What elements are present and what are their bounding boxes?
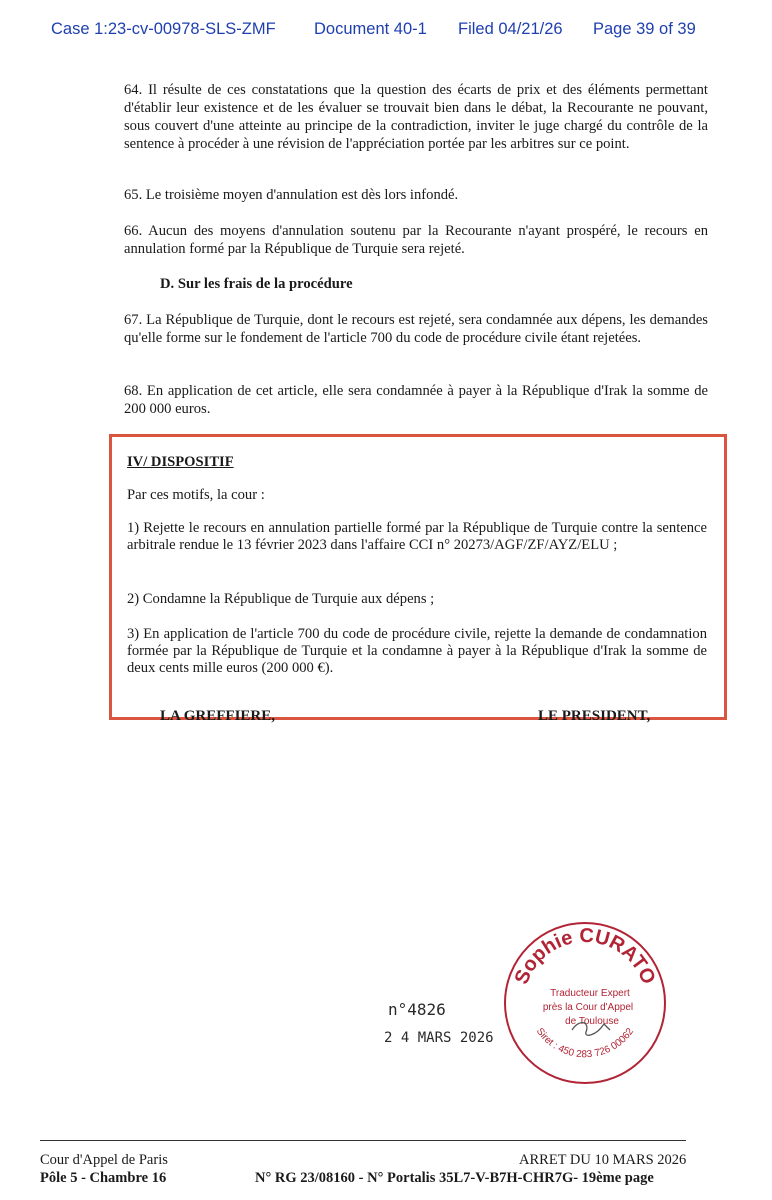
footer-divider [40, 1140, 686, 1141]
dispositif-item-1: 1) Rejette le recours en annulation partielle formé par la République de Turquie contre la sentence arbitrale rendue le 13 février 2023 dans l'affaire CCI n° 20273/AGF/ZF/AYZ/ELU ; [127, 520, 707, 553]
translator-stamp [500, 918, 670, 1088]
dispositif-item-3: 3) En application de l'article 700 du code de procédure civile, rejette la demande de condamnation formée par la République de Turquie et la condamne à payer à la République d'Irak la somme de deux cents mille euros (200 000 €). [127, 626, 707, 676]
paragraph-67: 67. La République de Turquie, dont le recours est rejeté, sera condamnée aux dépens, les demandes qu'elle forme sur le fondement de l'article 700 du code de procédure civile étant rejetées. [124, 312, 708, 346]
stamp-name: Sophie CURATO [510, 924, 660, 988]
stamp-line-1: Traducteur Expert [550, 988, 630, 999]
dispositif-title: IV/ DISPOSITIF [127, 454, 234, 470]
filing-header [0, 20, 772, 42]
paragraph-66: 66. Aucun des moyens d'annulation soutenu par la Recourante n'ayant prospéré, le recours en annulation formé par la République de Turquie sera rejeté. [124, 223, 708, 257]
stamp-line-3: de Toulouse [565, 1016, 619, 1027]
dispositif-highlight-box [109, 434, 727, 720]
stamp-siret: Siret : 450 283 726 00062 [533, 1026, 637, 1061]
signature-greffiere: LA GREFFIERE, [160, 708, 276, 724]
dispositif-item-2: 2) Condamne la République de Turquie aux dépens ; [127, 591, 435, 607]
page-number: Page 39 of 39 [593, 20, 696, 38]
case-number: Case 1:23-cv-00978-SLS-ZMF [51, 20, 276, 38]
dispositif-intro: Par ces motifs, la cour : [127, 487, 265, 503]
signature-president: LE PRESIDENT, [538, 708, 651, 724]
footer-arret-date: ARRET DU 10 MARS 2026 [519, 1152, 687, 1168]
stamp-line-2: près la Cour d'Appel [542, 1002, 634, 1013]
paragraph-64: 64. Il résulte de ces constatations que la question des écarts de prix et des éléments permettant d'établir leur existence et de les évaluer se trouvait bien dans le débat, la Recourante ne pouvant, sous couvert d'une atteinte au principe de la contradiction, inviter le juge chargé du contrôle de la sentence à procéder à une révision de l'appréciation portée par les arbitres sur ce point. [124, 82, 708, 152]
paragraph-68: 68. En application de cet article, elle sera condamnée à payer à la République d'Irak la somme de 200 000 euros. [124, 383, 708, 417]
filed-date: Filed 04/21/26 [458, 20, 563, 38]
footer-rg-number: N° RG 23/08160 - N° Portalis 35L7-V-B7H-CHR7G- 19ème page [255, 1170, 654, 1186]
footer-chamber: Pôle 5 - Chambre 16 [40, 1170, 167, 1186]
section-heading-frais: D. Sur les frais de la procédure [160, 276, 353, 292]
document-number: Document 40-1 [314, 20, 427, 38]
paragraph-65: 65. Le troisième moyen d'annulation est dès lors infondé. [124, 187, 459, 203]
handwritten-number: n°4826 [388, 1000, 446, 1019]
footer-court: Cour d'Appel de Paris [40, 1152, 168, 1168]
handwritten-date: 2 4 MARS 2026 [384, 1030, 494, 1046]
